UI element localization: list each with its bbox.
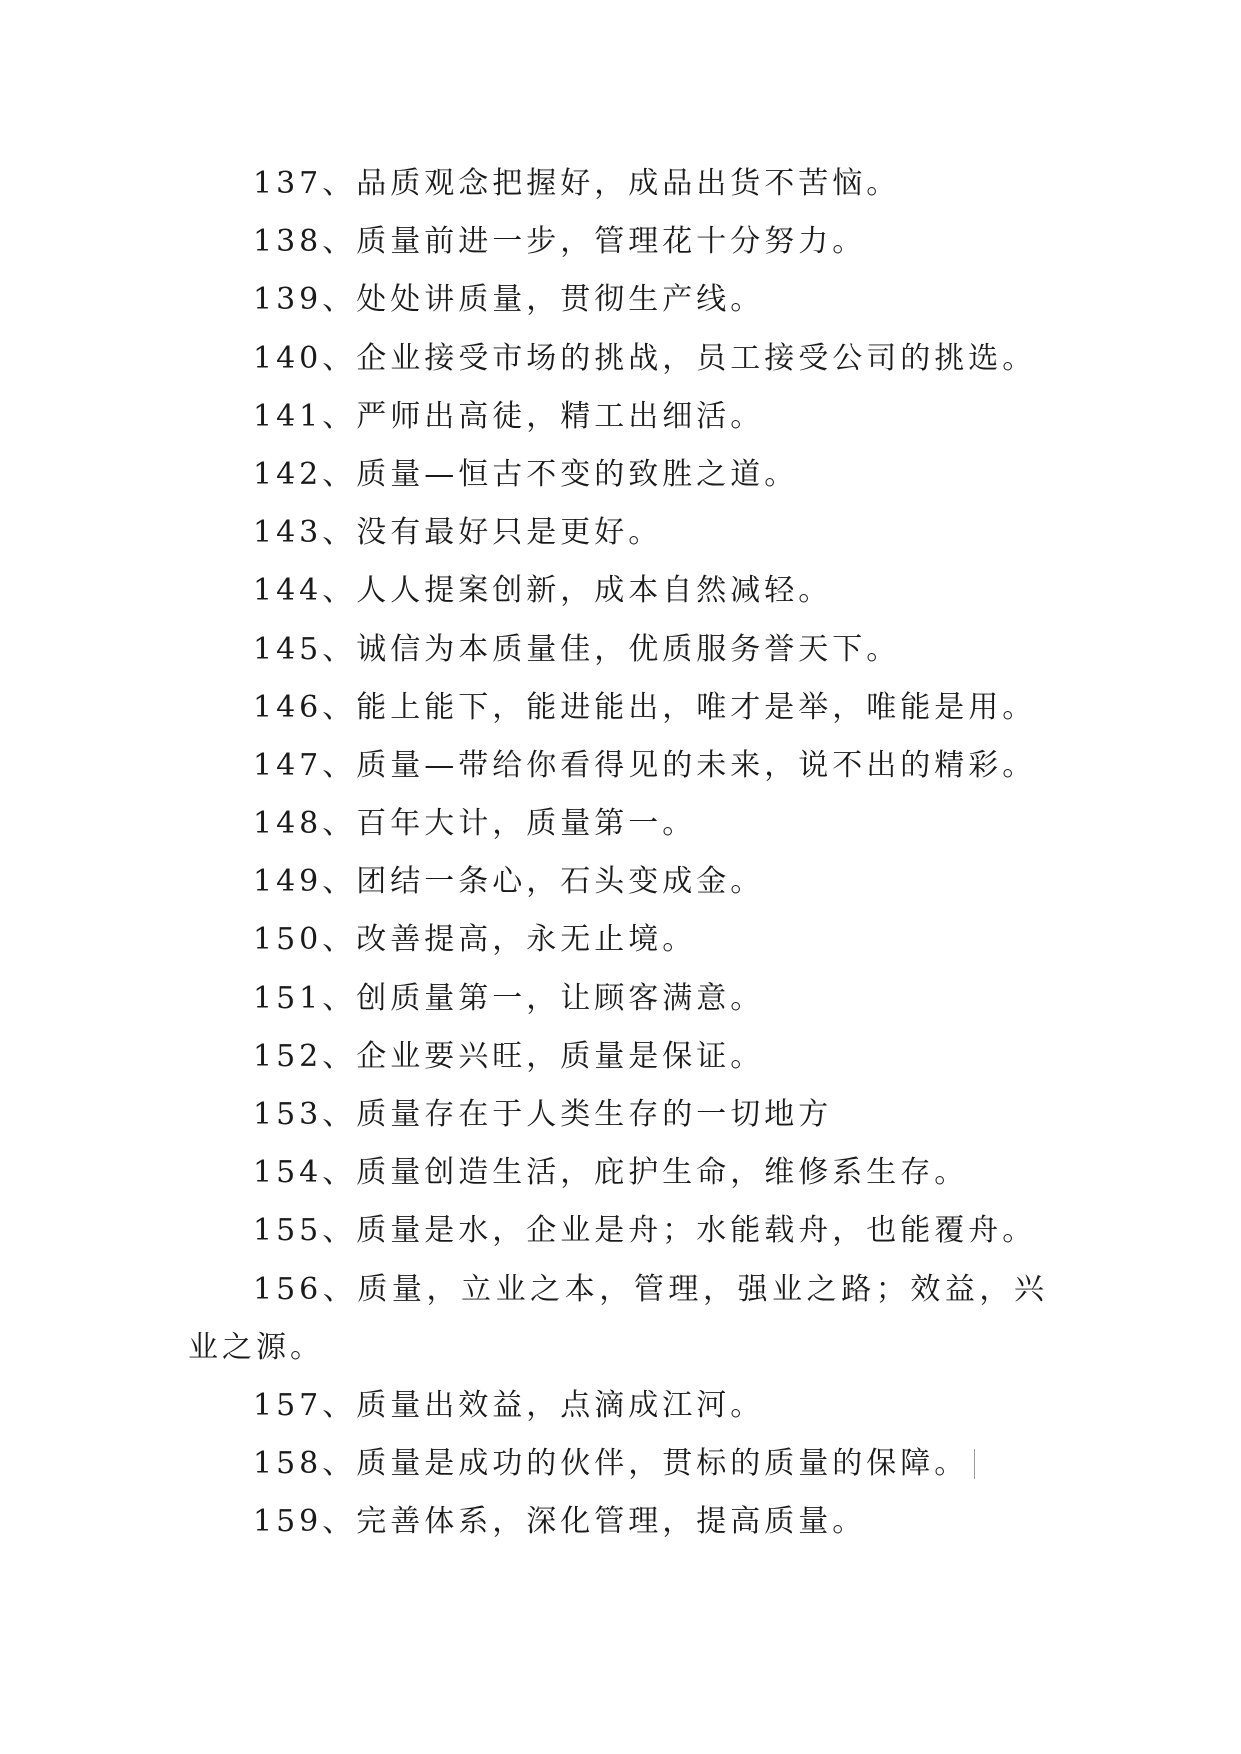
slogan-line-145: 145、诚信为本质量佳，优质服务誉天下。 bbox=[253, 631, 901, 667]
slogan-list bbox=[188, 155, 1048, 1552]
slogan-line-149: 149、团结一条心，石头变成金。 bbox=[253, 864, 765, 900]
slogan-line-159: 159、完善体系，深化管理，提高质量。 bbox=[253, 1504, 867, 1540]
slogan-line-153: 153、质量存在于人类生存的一切地方 bbox=[253, 1097, 833, 1132]
slogan-line-147: 147、质量—带给你看得见的未来，说不出的精彩。 bbox=[253, 747, 1037, 783]
slogan-line-146: 146、能上能下，能进能出，唯才是举，唯能是用。 bbox=[253, 689, 1037, 725]
slogan-line-148: 148、百年大计，质量第一。 bbox=[253, 806, 697, 842]
slogan-line-155: 155、质量是水，企业是舟；水能载舟，也能覆舟。 bbox=[253, 1213, 1037, 1249]
slogan-line-150: 150、改善提高，永无止境。 bbox=[253, 922, 697, 958]
text-cursor bbox=[974, 1449, 975, 1479]
slogan-line-143: 143、没有最好只是更好。 bbox=[253, 515, 663, 551]
slogan-line-140: 140、企业接受市场的挑战，员工接受公司的挑选。 bbox=[253, 340, 1037, 376]
slogan-line-141: 141、严师出高徒，精工出细活。 bbox=[253, 398, 765, 434]
slogan-line-156: 156、质量，立业之本，管理，强业之路；效益，兴业之源。 bbox=[188, 1271, 1048, 1365]
slogan-line-152: 152、企业要兴旺，质量是保证。 bbox=[253, 1038, 765, 1074]
slogan-line-151: 151、创质量第一，让顾客满意。 bbox=[253, 980, 765, 1016]
slogan-line-137: 137、品质观念把握好，成品出货不苦恼。 bbox=[253, 166, 901, 201]
slogan-line-139: 139、处处讲质量，贯彻生产线。 bbox=[253, 282, 765, 318]
slogan-line-142: 142、质量—恒古不变的致胜之道。 bbox=[253, 456, 799, 492]
slogan-line-157: 157、质量出效益，点滴成江河。 bbox=[253, 1387, 765, 1423]
slogan-line-138: 138、质量前进一步，管理花十分努力。 bbox=[253, 224, 867, 260]
slogan-line-158-text: 158、质量是成功的伙伴，贯标的质量的保障。 bbox=[253, 1446, 969, 1482]
slogan-line-158 bbox=[188, 1435, 1048, 1493]
slogan-line-154: 154、质量创造生活，庇护生命，维修系生存。 bbox=[253, 1155, 969, 1191]
slogan-line-144: 144、人人提案创新，成本自然减轻。 bbox=[253, 573, 833, 609]
